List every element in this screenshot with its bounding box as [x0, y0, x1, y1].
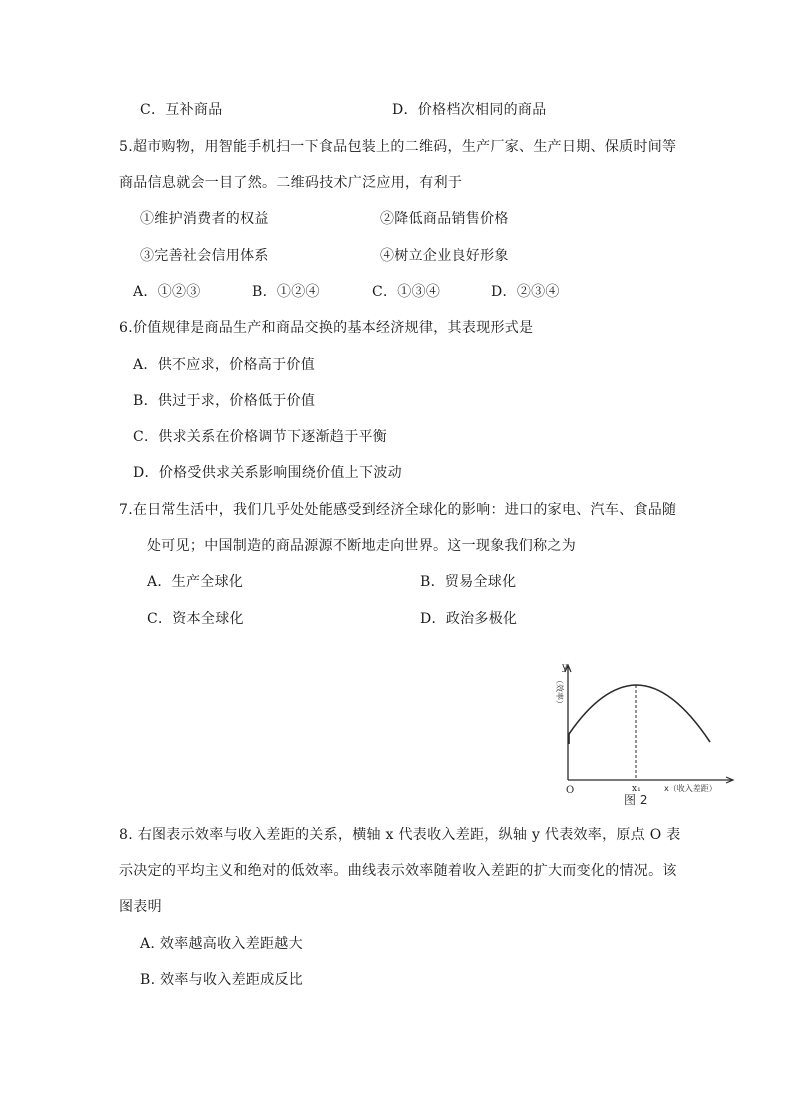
x1-label: x₁ [632, 784, 641, 794]
origin-label: O [566, 785, 575, 796]
y-axis-label: （效率） [555, 676, 564, 708]
q5-stem-line-2: 商品信息就会一目了然。二维码技术广泛应用，有利于 [119, 175, 463, 191]
q6-option-b: B．供过于求，价格低于价值 [133, 393, 316, 409]
q5-stem-line-1: 5.超市购物，用智能手机扫一下食品包装上的二维码，生产厂家、生产日期、保质时间等 [119, 139, 677, 155]
q7-stem-line-2: 处可见；中国制造的商品源源不断地走向世界。这一现象我们称之为 [147, 538, 576, 554]
efficiency-curve [569, 685, 710, 744]
q8-stem-line-3: 图表明 [119, 899, 162, 915]
q5-item-2: ②降低商品销售价格 [380, 211, 509, 227]
q8-option-b: B. 效率与收入差距成反比 [140, 972, 304, 988]
q8-option-a: A. 效率越高收入差距越大 [140, 936, 303, 952]
q5-option-a: A．①②③ [133, 284, 201, 300]
q5-option-c: C．①③④ [372, 284, 441, 300]
figure-caption: 图 2 [624, 793, 648, 807]
q7-stem-line-1: 7.在日常生活中，我们几乎处处能感受到经济全球化的影响：进口的家电、汽车、食品随 [119, 502, 677, 518]
q8-stem-line-1: 8. 右图表示效率与收入差距的关系，横轴 x 代表收入差距，纵轴 y 代表效率，原点 O 表 [119, 827, 681, 843]
figure-svg [552, 652, 744, 812]
q5-item-4: ④树立企业良好形象 [380, 248, 509, 264]
efficiency-income-figure [552, 652, 744, 812]
q4-option-d: D．价格档次相同的商品 [392, 102, 547, 118]
q4-option-c: C．互补商品 [140, 102, 223, 118]
q8-stem-line-2: 示决定的平均主义和绝对的低效率。曲线表示效率随着收入差距的扩大而变化的情况。该 [119, 863, 677, 879]
q5-option-b: B．①②④ [252, 284, 320, 300]
q7-option-a: A．生产全球化 [147, 574, 244, 590]
x-axis-label: x（收入差距） [664, 784, 717, 793]
q7-option-c: C．资本全球化 [147, 611, 244, 627]
q6-option-a: A．供不应求，价格高于价值 [133, 357, 316, 373]
y-axis-letter: y [562, 662, 568, 673]
q6-option-d: D．价格受供求关系影响围绕价值上下波动 [133, 465, 402, 481]
q6-stem: 6.价值规律是商品生产和商品交换的基本经济规律，其表现形式是 [119, 320, 534, 336]
q5-item-1: ①维护消费者的权益 [140, 211, 269, 227]
q6-option-c: C．供求关系在价格调节下逐渐趋于平衡 [133, 429, 388, 445]
q7-option-d: D．政治多极化 [420, 611, 518, 627]
q7-option-b: B．贸易全球化 [420, 574, 517, 590]
q5-option-d: D．②③④ [491, 284, 560, 300]
q5-item-3: ③完善社会信用体系 [140, 248, 269, 264]
